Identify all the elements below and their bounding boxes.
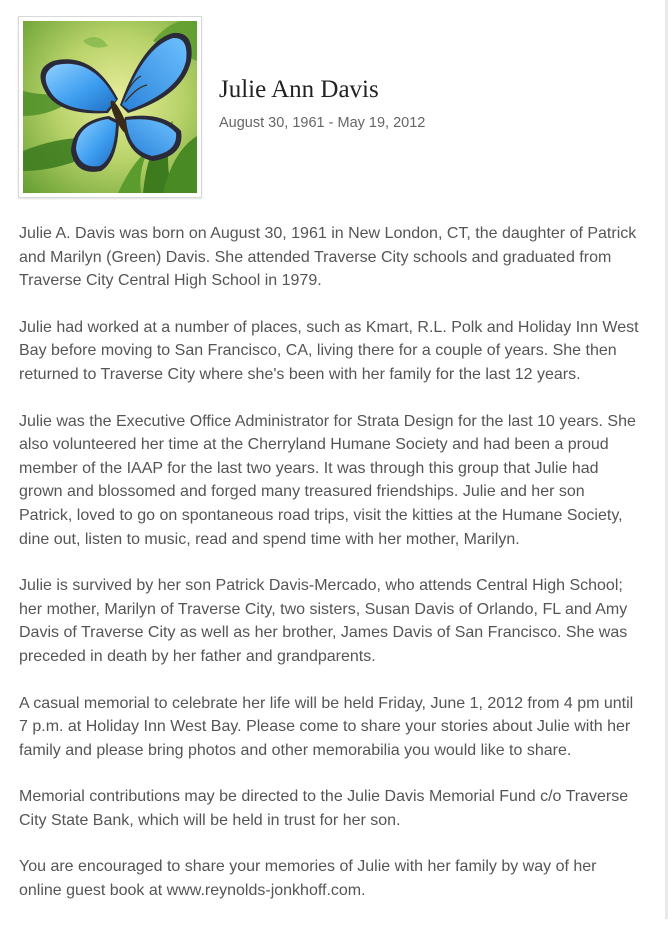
decedent-name: Julie Ann Davis [219, 76, 379, 103]
paragraph-career-hobbies: Julie was the Executive Office Administrator for Strata Design for the last 10 years. She also volunteered her time at the Cherryland Humane Society and had been a proud member of the IAAP for the last two years. It was through this group that Julie had grown and blossomed and forged many treasured friendships. Julie and her son Patrick, loved to go on spontaneous road trips, visit the kitties at the Humane Society, dine out, listen to music, read and spend time with her mother, Marilyn. [19, 412, 636, 548]
paragraph-contributions: Memorial contributions may be directed to the Julie Davis Memorial Fund c/o Traverse City State Bank, which will be held in trust for her son. [19, 788, 629, 829]
paragraph-survivors: Julie is survived by her son Patrick Davis-Mercado, who attends Central High School; her mother, Marilyn of Traverse City, two sisters, Susan Davis of Orlando, FL and Amy Davis of Traverse City as well as her brother, James Davis of San Francisco. She was preceded in death by her father and grandparents. [19, 577, 628, 665]
paragraph-work-history: Julie had worked at a number of places, such as Kmart, R.L. Polk and Holiday Inn West Bay before moving to San Francisco, CA, living there for a couple of years. She then returned to Traverse City where she's been with her family for the last 12 years. [19, 318, 639, 383]
obituary-body [19, 222, 639, 926]
paragraph-birth: Julie A. Davis was born on August 30, 1961 in New London, CT, the daughter of Patrick and Marilyn (Green) Davis. She attended Traverse City schools and graduated from Traverse City Central High School in 1979. [19, 225, 637, 290]
life-dates: August 30, 1961 - May 19, 2012 [219, 115, 426, 131]
paragraph-guest-book: You are encouraged to share your memories of Julie with her family by way of her online guest book at www.reynolds-jonkhoff.com. [19, 858, 597, 900]
photo-frame [18, 16, 202, 198]
butterfly-photo [23, 21, 197, 193]
obituary-header [18, 16, 638, 200]
paragraph-memorial-service: A casual memorial to celebrate her life will be held Friday, June 1, 2012 from 4 pm until 7 p.m. at Holiday Inn West Bay. Please come to share your stories about Julie with her family and please bring photos and other memorabilia you would like to share. [19, 694, 634, 759]
